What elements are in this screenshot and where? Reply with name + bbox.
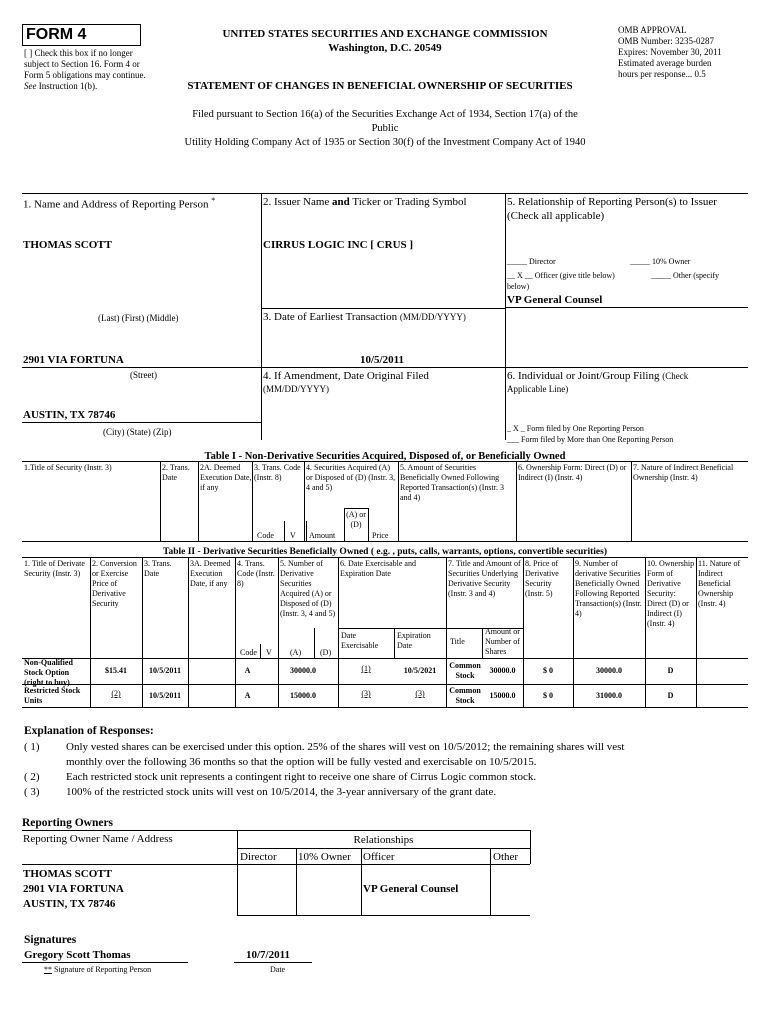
- box2-label-post: Ticker or Trading Symbol: [352, 196, 467, 208]
- box6-check: (Check: [662, 371, 689, 381]
- box6-label: [507, 370, 750, 383]
- table2-sub-date-ex: Date Exercisable: [341, 631, 379, 650]
- omb-line-1: OMB APPROVAL: [618, 25, 687, 35]
- owners-col-other-label: Other: [493, 851, 519, 863]
- owners-col-rel-label: Relationships: [353, 834, 414, 846]
- t1-col-4: [304, 461, 305, 541]
- row1-price: $15.41: [105, 666, 127, 675]
- statement-title: STATEMENT OF CHANGES IN BENEFICIAL OWNERSHIP OF SECURITIES: [187, 80, 573, 92]
- note-2-text: Each restricted stock unit represents a contingent right to receive one share of Cirrus Logic common stock.: [66, 771, 537, 783]
- agency-name: UNITED STATES SECURITIES AND EXCHANGE COMMISSION: [222, 28, 548, 40]
- table2-top-line: [22, 557, 748, 558]
- row1-code: A: [244, 666, 251, 675]
- row2-exercisable-note[interactable]: (3): [361, 689, 371, 698]
- filed-line-1: Filed pursuant to Section 16(a) of the Securities Exchange Act of 1934, Section 17(a) of the: [192, 109, 578, 120]
- box3-format: (MM/DD/YYYY): [399, 312, 466, 322]
- row1-form: D: [667, 666, 674, 675]
- table2-sub-title: Title: [450, 637, 465, 646]
- table2-header-title: 1. Title of Derivate Security (Instr. 3): [24, 559, 85, 578]
- omb-line-2: OMB Number: 3235-0287: [618, 36, 714, 46]
- t1-col-5: [398, 461, 399, 541]
- row2-amount: 15000.0: [489, 691, 516, 700]
- box2-label-pre: 2. Issuer Name: [263, 196, 330, 208]
- owners-subheader-line: [237, 848, 530, 849]
- table2-header-exercisable: 6. Date Exercisable and Expiration Date: [340, 559, 416, 578]
- table1-sub-code: Code: [257, 531, 274, 540]
- below-label: below): [507, 282, 530, 291]
- t1-col-7: [631, 461, 632, 541]
- row1-expiration: 10/5/2021: [403, 666, 437, 675]
- officer-title: VP General Counsel: [507, 294, 603, 306]
- table1-header-acquired: 4. Securities Acquired (A) or Disposed of (D) (Instr. 3, 4 and 5): [306, 463, 396, 492]
- table1-top-line: [22, 461, 748, 462]
- t1-sub-3: [344, 508, 345, 541]
- box-divider-1: [261, 193, 262, 440]
- filed-line-2: Public: [371, 123, 399, 134]
- table2-header-price: 2. Conversion or Exercise Price of Derivative Security: [92, 559, 137, 608]
- owner-name: THOMAS SCOTT: [23, 868, 112, 880]
- table2-header-form: 10. Ownership Form of Derivative Security: Direct (D) or Indirect (I) (Instr. 4): [647, 559, 695, 628]
- owners-header-bottom: [22, 864, 530, 865]
- row1-security: Non-Qualified Stock Option (right to buy): [24, 658, 73, 687]
- t1-col-1: [160, 461, 161, 541]
- director-checkbox[interactable]: _____ Director: [507, 257, 556, 266]
- row1-deriv-price: $ 0: [543, 666, 553, 675]
- box3-label-text: 3. Date of Earliest Transaction: [263, 311, 398, 323]
- box1-label-text: 1. Name and Address of Reporting Person: [23, 198, 209, 211]
- table2-header-deriv-price: 8. Price of Derivative Security (Instr. 5): [525, 559, 559, 598]
- street-label: (Street): [130, 370, 157, 380]
- row1-exercisable: [338, 664, 394, 674]
- table2-header-date: 3. Trans. Date: [144, 559, 172, 578]
- top-box-line: [22, 193, 748, 194]
- row1-acquired: 30000.0: [290, 666, 316, 675]
- t1-col-6: [516, 461, 517, 541]
- t1-sub-1: [284, 521, 285, 541]
- table2-sub-d: (D): [320, 648, 332, 657]
- row2-form: D: [667, 691, 674, 700]
- table1-header-date: 2. Trans. Date: [162, 463, 190, 482]
- row1-owned: 30000.0: [596, 666, 622, 675]
- owners-col-ten: [296, 848, 297, 915]
- row2-exercisable: [338, 689, 394, 699]
- row2-price: [90, 689, 142, 699]
- box4-top-line: [261, 367, 748, 368]
- box1-label: [23, 196, 261, 212]
- table2-sub-a: (A): [290, 648, 302, 657]
- t2-header-bottom: [22, 658, 748, 659]
- signature-label-text: Signature of Reporting Person: [54, 965, 152, 974]
- t1-col-3: [252, 461, 253, 541]
- table2-header-underlying: 7. Title and Amount of Securities Underlying Derivative Security (Instr. 3 and 4): [448, 559, 521, 598]
- omb-line-5: hours per response... 0.5: [618, 69, 706, 79]
- box4-format: (MM/DD/YYYY): [263, 384, 329, 394]
- city-label: (City) (State) (Zip): [103, 427, 172, 437]
- row2-date: 10/5/2011: [148, 691, 181, 700]
- box6-applicable: Applicable Line): [507, 384, 569, 394]
- check-box-note: [24, 48, 150, 92]
- more-persons-checkbox[interactable]: ___ Form filed by More than One Reporting Person: [507, 435, 674, 444]
- table2-sub-code: Code: [240, 648, 257, 657]
- t2-row-divider: [22, 684, 748, 685]
- box6-label-text: 6. Individual or Joint/Group Filing: [507, 370, 660, 382]
- owners-col-officer: [361, 848, 362, 915]
- signature-label: [44, 965, 151, 975]
- owners-heading: Reporting Owners: [22, 817, 114, 829]
- t1-col-2: [198, 461, 199, 541]
- omb-line-4: Estimated average burden: [618, 58, 712, 68]
- box1-footnote-mark: *: [211, 196, 216, 205]
- table2-sub-exp: Expiration Date: [397, 631, 431, 650]
- table2-sub-amount: Amount or Number of Shares: [485, 627, 520, 656]
- table2-header-code: 4. Trans. Code (Instr. 8): [237, 559, 275, 588]
- box4-label: 4. If Amendment, Date Original Filed: [263, 370, 429, 382]
- row1-exercisable-note[interactable]: (1): [361, 664, 371, 673]
- reporting-person-street: 2901 VIA FORTUNA: [23, 354, 124, 366]
- table1-header-deemed: 2A. Deemed Execution Date, if any: [200, 463, 252, 492]
- reporting-person-city: AUSTIN, TX 78746: [23, 409, 116, 421]
- table2-title: Table II - Derivative Securities Beneficially Owned ( e.g. , puts, calls, warrants, options, convertible securities): [163, 547, 607, 557]
- other-checkbox[interactable]: _____ Other (specify: [651, 271, 719, 280]
- row2-price-note[interactable]: (2): [111, 689, 121, 698]
- table1-header-ownership: 6. Ownership Form: Direct (D) or Indirect (I) (Instr. 4): [518, 463, 627, 482]
- table1-header-title: 1.Title of Security (Instr. 3): [24, 463, 112, 472]
- omb-line-3: Expires: November 30, 2011: [618, 47, 722, 57]
- explanation-heading: Explanation of Responses:: [24, 725, 154, 737]
- note-3-number: ( 3): [24, 786, 40, 798]
- owners-bottom-line: [237, 915, 530, 916]
- table1-header-code: 3. Trans. Code (Instr. 8): [254, 463, 301, 482]
- row1-amount: 30000.0: [489, 666, 516, 675]
- owners-col-director-label: Director: [240, 851, 277, 863]
- table1-sub-aord: (A) or (D): [346, 510, 366, 529]
- table2-header-owned: 9. Number of derivative Securities Beneficially Owned Following Reported Transaction(s) (Instr. 4): [575, 559, 642, 618]
- row2-expiration-note[interactable]: (3): [415, 689, 425, 698]
- omb-approval: [618, 25, 768, 80]
- box5-bottom-line: [505, 307, 748, 308]
- box5-sub: (Check all applicable): [507, 210, 605, 222]
- note-2-number: ( 2): [24, 771, 40, 783]
- owner-street: 2901 VIA FORTUNA: [23, 883, 124, 895]
- owners-col-officer-label: Officer: [363, 851, 395, 863]
- row2-code: A: [244, 691, 251, 700]
- table1-bottom-line: [22, 541, 748, 542]
- note-1-number: ( 1): [24, 741, 40, 753]
- t1-sub-4: [368, 508, 369, 541]
- box1-city-line: [22, 422, 262, 423]
- earliest-transaction-date: 10/5/2011: [360, 354, 405, 366]
- t2-sub-1: [260, 644, 261, 658]
- box2-label: [263, 196, 505, 209]
- form-title-box: [22, 24, 141, 46]
- signature-line: [22, 962, 188, 963]
- box1-street-line: [22, 367, 262, 368]
- date-line: [234, 962, 312, 963]
- table1-header-nature: 7. Nature of Indirect Beneficial Ownership (Instr. 4): [633, 463, 734, 482]
- owners-col-ten-label: 10% Owner: [298, 851, 351, 863]
- reporting-person-name: THOMAS SCOTT: [23, 239, 112, 251]
- row2-owned: 31000.0: [596, 691, 622, 700]
- agency-location: Washington, D.C. 20549: [328, 42, 442, 54]
- table2-sub-v: V: [266, 648, 272, 657]
- form-title: FORM 4: [26, 26, 87, 43]
- check-box-see: See: [24, 81, 37, 91]
- table1-header-amount: 5. Amount of Securities Beneficially Owned Following Reported Transaction(s) (Instr. 3 and 4): [400, 463, 504, 502]
- row2-acquired: 15000.0: [290, 691, 316, 700]
- table2-bottom-line: [22, 707, 748, 708]
- owners-top-line: [22, 830, 530, 831]
- row2-security: Restricted Stock Units: [24, 686, 81, 705]
- officer-checkbox[interactable]: __ X __ Officer (give title below): [507, 271, 615, 280]
- note-1-text-a: Only vested shares can be exercised under this option. 25% of the shares will vest on 10/5/2012; the remaining shares will vest: [66, 741, 625, 753]
- check-box-instr: Instruction 1(b).: [38, 81, 98, 91]
- signer-name: Gregory Scott Thomas: [24, 949, 131, 961]
- ten-pct-owner-checkbox[interactable]: _____ 10% Owner: [630, 257, 691, 266]
- table2-header-deemed: 3A. Deemed Execution Date, if any: [190, 559, 231, 588]
- owners-right-edge: [530, 830, 531, 864]
- t2-sub-4: [482, 628, 483, 658]
- filed-line-3: Utility Holding Company Act of 1935 or Section 30(f) of the Investment Company Act of 1940: [184, 137, 586, 148]
- owners-col-name-label: Reporting Owner Name / Address: [23, 833, 173, 845]
- table1-sub-price: Price: [372, 531, 389, 540]
- check-box-text[interactable]: [ ] Check this box if no longer subject to Section 16. Form 4 or Form 5 obligations may continue.: [24, 48, 146, 80]
- row1-title: Common Stock: [449, 661, 481, 680]
- owner-officer-title: VP General Counsel: [363, 883, 459, 895]
- row2-expiration: [394, 689, 446, 699]
- signature-mark[interactable]: **: [44, 965, 52, 974]
- row2-deriv-price: $ 0: [543, 691, 553, 700]
- issuer-name: CIRRUS LOGIC INC [ CRUS ]: [263, 239, 414, 251]
- t2-sub-top-1: [338, 628, 446, 629]
- table1-sub-v: V: [290, 531, 296, 540]
- table2-header-number: 5. Number of Derivative Securities Acquired (A) or Disposed of (D) (Instr. 3, 4 and 5): [280, 559, 336, 618]
- owner-city: AUSTIN, TX 78746: [23, 898, 116, 910]
- t2-sub-3: [394, 628, 395, 658]
- t1-sub-top: [344, 508, 368, 509]
- signature-date: 10/7/2011: [246, 949, 291, 961]
- table1-sub-amount: Amount: [309, 531, 336, 540]
- row2-title: Common Stock: [449, 686, 481, 705]
- owners-col-other: [490, 848, 491, 915]
- one-person-checkbox[interactable]: _ X _ Form filed by One Reporting Person: [507, 424, 644, 433]
- box3-top-line: [261, 308, 505, 309]
- note-1-text-b: monthly over the following 36 months so that the option will be fully vested and exercisable on 10/5/2015.: [66, 756, 537, 768]
- name-parts-label: (Last) (First) (Middle): [98, 313, 179, 323]
- row1-date: 10/5/2011: [148, 666, 181, 675]
- table2-header-nature: 11. Nature of Indirect Beneficial Ownership (Instr. 4): [698, 559, 741, 608]
- t1-sub-2: [306, 521, 307, 541]
- note-3-text: 100% of the restricted stock units will vest on 10/5/2014, the 3-year anniversary of the grant date.: [66, 786, 497, 798]
- box3-label: [263, 311, 505, 324]
- table1-title: Table I - Non-Derivative Securities Acquired, Disposed of, or Beneficially Owned: [204, 451, 566, 462]
- t2-sub-2: [314, 628, 315, 658]
- box2-label-and: and: [332, 196, 350, 208]
- date-label: Date: [270, 965, 286, 974]
- signatures-heading: Signatures: [24, 934, 77, 946]
- box-divider-2: [505, 193, 506, 440]
- filed-pursuant: [130, 108, 640, 150]
- box5-label: 5. Relationship of Reporting Person(s) to Issuer: [507, 196, 717, 208]
